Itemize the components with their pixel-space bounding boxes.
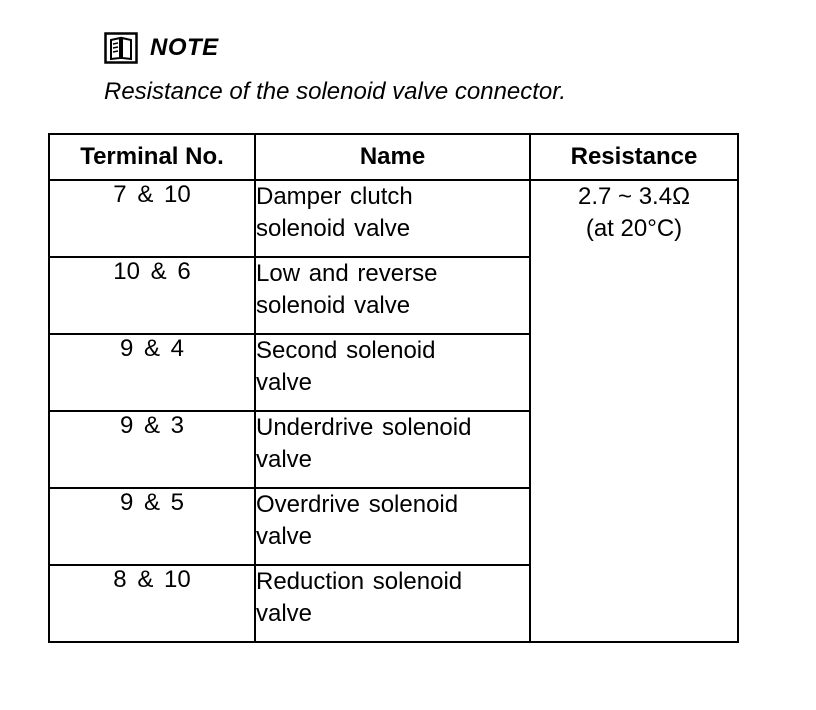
name-line: valve xyxy=(256,600,313,627)
terminal-cell: 9 & 4 xyxy=(49,334,255,411)
name-line: Reduction solenoid xyxy=(256,568,463,595)
table-row xyxy=(49,180,738,257)
header-terminal: Terminal No. xyxy=(49,134,255,180)
name-cell xyxy=(255,257,530,334)
name-cell xyxy=(255,334,530,411)
solenoid-resistance-table xyxy=(48,133,739,643)
name-line: Low and reverse xyxy=(256,260,438,287)
header-resistance: Resistance xyxy=(530,134,738,180)
name-line: Overdrive solenoid xyxy=(256,491,459,518)
name-line: valve xyxy=(256,369,313,396)
name-line: solenoid valve xyxy=(256,292,411,319)
name-cell xyxy=(255,411,530,488)
book-icon xyxy=(104,32,138,64)
terminal-cell: 9 & 5 xyxy=(49,488,255,565)
resistance-condition: (at 20°C) xyxy=(585,215,683,242)
header-name: Name xyxy=(255,134,530,180)
terminal-cell: 7 & 10 xyxy=(49,180,255,257)
name-line: solenoid valve xyxy=(256,215,411,242)
table-header-row xyxy=(49,134,738,180)
name-line: valve xyxy=(256,523,313,550)
resistance-value: 2.7 ~ 3.4Ω xyxy=(577,183,691,210)
name-line: Damper clutch xyxy=(256,183,413,210)
name-cell xyxy=(255,565,530,642)
name-line: Second solenoid xyxy=(256,337,436,364)
name-line: Underdrive solenoid xyxy=(256,414,472,441)
note-text: Resistance of the solenoid valve connector. xyxy=(104,78,567,105)
terminal-cell: 10 & 6 xyxy=(49,257,255,334)
terminal-cell: 9 & 3 xyxy=(49,411,255,488)
resistance-cell xyxy=(530,180,738,642)
note-label: NOTE xyxy=(150,34,219,61)
name-line: valve xyxy=(256,446,313,473)
terminal-cell: 8 & 10 xyxy=(49,565,255,642)
note-header xyxy=(104,32,219,64)
name-cell xyxy=(255,488,530,565)
name-cell xyxy=(255,180,530,257)
